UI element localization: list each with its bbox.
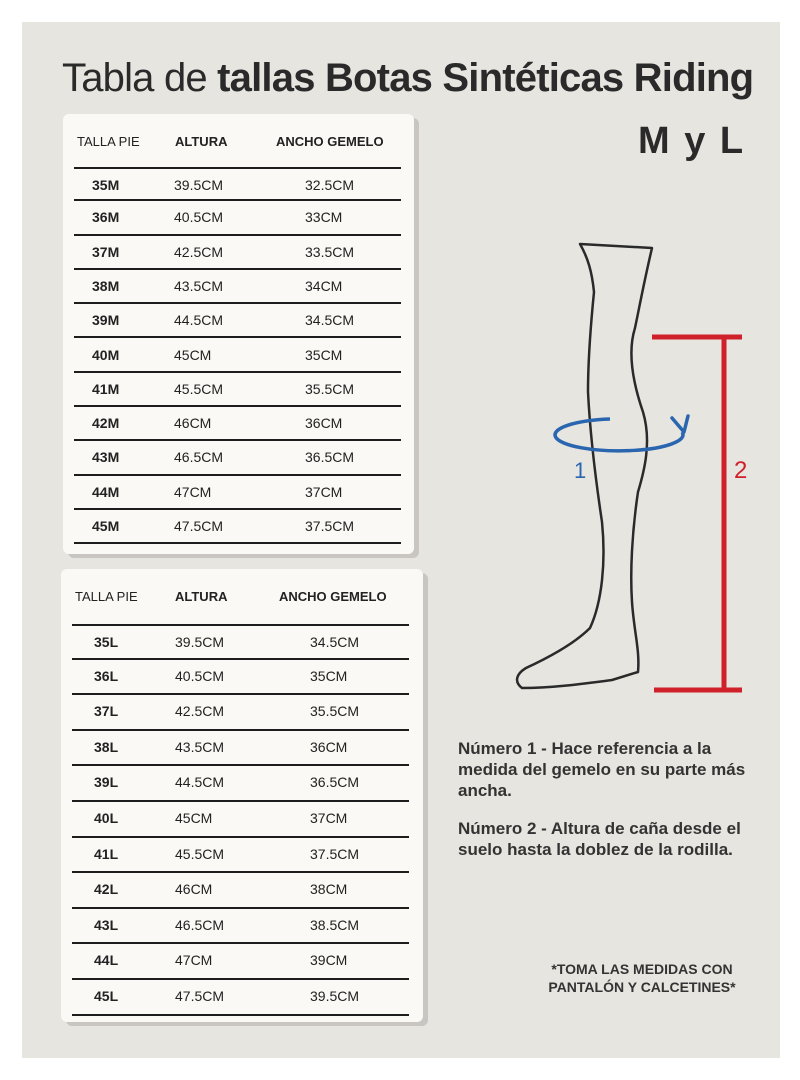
header-calf: ANCHO GEMELO bbox=[279, 589, 387, 604]
size-cell: 43M bbox=[92, 449, 120, 466]
calf-arrow-head bbox=[672, 416, 688, 432]
height-cell: 39.5CM bbox=[174, 177, 224, 193]
description-number-2: Número 2 - Altura de caña desde el suelo hasta la doblez de la rodilla. bbox=[458, 819, 741, 859]
height-cell: 45CM bbox=[174, 346, 212, 363]
size-cell: 40L bbox=[94, 810, 119, 826]
calf-circle-arc bbox=[555, 419, 683, 451]
label-1: 1 bbox=[574, 458, 587, 483]
height-cell: 47CM bbox=[174, 483, 212, 500]
size-cell: 38M bbox=[92, 277, 120, 294]
header-height: ALTURA bbox=[175, 134, 228, 149]
size-cell: 37M bbox=[92, 243, 120, 260]
table-row bbox=[74, 510, 401, 544]
calf-cell: 37CM bbox=[305, 483, 343, 500]
calf-cell: 34.5CM bbox=[310, 634, 360, 650]
table-row bbox=[74, 270, 401, 304]
table-row bbox=[72, 624, 409, 660]
table-row bbox=[72, 731, 409, 767]
table-row bbox=[74, 201, 401, 235]
size-chart-page bbox=[22, 22, 780, 1058]
table-row bbox=[74, 304, 401, 338]
size-cell: 41L bbox=[94, 845, 119, 862]
calf-cell: 35.5CM bbox=[310, 703, 360, 720]
measurement-note: *TOMA LAS MEDIDAS CON PANTALÓN Y CALCETINES* bbox=[548, 961, 736, 995]
calf-cell: 33CM bbox=[305, 209, 343, 226]
height-cell: 43.5CM bbox=[174, 277, 224, 294]
height-cell: 46.5CM bbox=[175, 916, 225, 933]
header-height: ALTURA bbox=[175, 589, 228, 604]
height-cell: 45.5CM bbox=[174, 380, 224, 397]
size-cell: 35M bbox=[92, 177, 120, 193]
calf-cell: 35CM bbox=[310, 667, 348, 684]
table-row bbox=[72, 695, 409, 731]
size-range-badge: M y L bbox=[638, 120, 746, 162]
table-row bbox=[74, 407, 401, 441]
height-cell: 42.5CM bbox=[174, 243, 224, 260]
label-2: 2 bbox=[734, 457, 748, 484]
height-cell: 40.5CM bbox=[174, 209, 224, 226]
table-row bbox=[72, 909, 409, 945]
height-cell: 40.5CM bbox=[175, 667, 225, 684]
calf-cell: 38.5CM bbox=[310, 916, 360, 933]
size-cell: 45M bbox=[92, 518, 120, 534]
calf-cell: 35CM bbox=[305, 346, 343, 363]
size-cell: 42M bbox=[92, 415, 120, 432]
height-cell: 42.5CM bbox=[175, 703, 225, 720]
size-cell: 42L bbox=[94, 881, 119, 898]
calf-cell: 39.5CM bbox=[310, 988, 360, 1004]
table-row bbox=[74, 476, 401, 510]
calf-cell: 36CM bbox=[305, 415, 343, 432]
table-row bbox=[72, 944, 409, 980]
height-cell: 44.5CM bbox=[175, 774, 225, 791]
height-cell: 47.5CM bbox=[175, 988, 225, 1004]
size-cell: 41M bbox=[92, 380, 120, 397]
table-row bbox=[74, 236, 401, 270]
table-row bbox=[72, 660, 409, 696]
calf-cell: 35.5CM bbox=[305, 380, 355, 397]
title-light: Tabla de bbox=[62, 56, 218, 100]
calf-cell: 33.5CM bbox=[305, 243, 355, 260]
page-title bbox=[62, 56, 753, 101]
height-cell: 46CM bbox=[174, 415, 212, 432]
description-number-1: Número 1 - Hace referencia a la medida del gemelo en su parte más ancha. bbox=[458, 739, 746, 800]
height-cell: 47CM bbox=[175, 952, 213, 969]
size-cell: 44L bbox=[94, 952, 119, 969]
table-row bbox=[72, 980, 409, 1016]
size-cell: 39M bbox=[92, 312, 120, 329]
table-row bbox=[72, 873, 409, 909]
height-cell: 46CM bbox=[175, 881, 213, 898]
size-cell: 36L bbox=[94, 667, 119, 684]
height-cell: 39.5CM bbox=[175, 634, 225, 650]
size-cell: 45L bbox=[94, 988, 119, 1004]
size-cell: 37L bbox=[94, 703, 119, 720]
size-cell: 39L bbox=[94, 774, 119, 791]
header-calf: ANCHO GEMELO bbox=[276, 134, 384, 149]
calf-cell: 34.5CM bbox=[305, 312, 355, 329]
size-cell: 43L bbox=[94, 916, 119, 933]
calf-cell: 38CM bbox=[310, 881, 348, 898]
calf-cell: 37CM bbox=[310, 810, 348, 826]
height-cell: 43.5CM bbox=[175, 738, 225, 755]
table-row bbox=[72, 766, 409, 802]
size-table-l bbox=[61, 569, 423, 1022]
calf-cell: 36.5CM bbox=[310, 774, 360, 791]
calf-cell: 39CM bbox=[310, 952, 348, 969]
size-cell: 38L bbox=[94, 738, 119, 755]
size-cell: 40M bbox=[92, 346, 120, 363]
size-cell: 36M bbox=[92, 209, 120, 226]
table-row bbox=[74, 167, 401, 201]
table-row bbox=[74, 373, 401, 407]
calf-cell: 32.5CM bbox=[305, 177, 355, 193]
title-bold: tallas Botas Sintéticas Riding bbox=[217, 56, 754, 100]
calf-cell: 37.5CM bbox=[310, 845, 360, 862]
calf-cell: 37.5CM bbox=[305, 518, 355, 534]
height-cell: 45CM bbox=[175, 810, 213, 826]
height-cell: 45.5CM bbox=[175, 845, 225, 862]
table-row bbox=[72, 838, 409, 874]
table-row bbox=[74, 441, 401, 475]
height-cell: 44.5CM bbox=[174, 312, 224, 329]
calf-cell: 34CM bbox=[305, 277, 343, 294]
leg-measurement-illustration bbox=[492, 232, 752, 702]
calf-cell: 36.5CM bbox=[305, 449, 355, 466]
calf-cell: 36CM bbox=[310, 738, 348, 755]
size-cell: 35L bbox=[94, 634, 119, 650]
height-cell: 46.5CM bbox=[174, 449, 224, 466]
size-table-m bbox=[63, 114, 414, 554]
size-cell: 44M bbox=[92, 483, 120, 500]
header-size: TALLA PIE bbox=[77, 134, 140, 149]
table-row bbox=[74, 339, 401, 373]
height-cell: 47.5CM bbox=[174, 518, 224, 534]
header-size: TALLA PIE bbox=[75, 589, 138, 604]
table-row bbox=[72, 802, 409, 838]
